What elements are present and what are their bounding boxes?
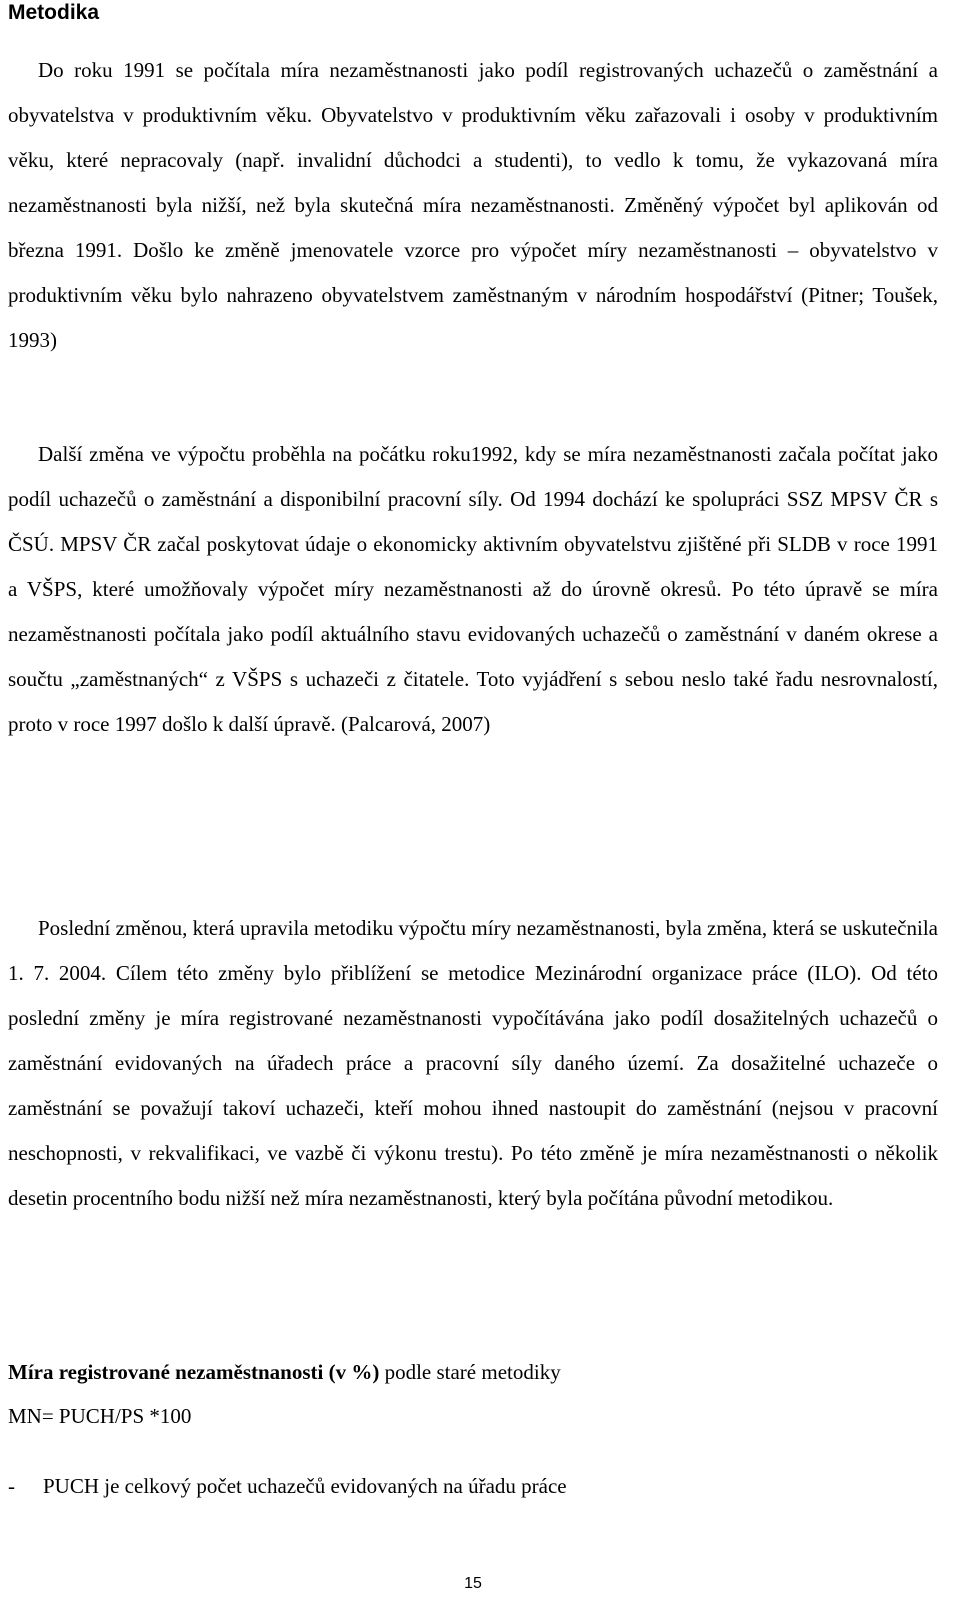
paragraph-2: Další změna ve výpočtu proběhla na počátku roku1992, kdy se míra nezaměstnanosti začala počítat jako podíl uchazečů o zaměstnání a disponibilní pracovní síly. Od 1994 dochází ke spolupráci SSZ MPSV ČR s ČSÚ. MPSV ČR začal poskytovat údaje o ekonomicky aktivním obyvatelstvu zjištěné při SLDB v roce 1991 a VŠPS, které umožňovaly výpočet míry nezaměstnanosti až do úrovně okresů. Po této úpravě se míra nezaměstnanosti počítala jako podíl aktuálního stavu evidovaných uchazečů o zaměstnání v daném okrese a součtu „zaměstnaných“ z VŠPS s uchazeči z čitatele. Toto vyjádření s sebou neslo také řadu nesrovnalostí, proto v roce 1997 došlo k další úpravě. (Palcarová, 2007) <box>8 442 938 736</box>
page-number: 15 <box>464 1575 482 1592</box>
list-dash: - <box>8 1474 15 1498</box>
formula-title-rest: podle staré metodiky <box>379 1360 561 1384</box>
paragraph-3: Poslední změnou, která upravila metodiku výpočtu míry nezaměstnanosti, byla změna, která se uskutečnila 1. 7. 2004. Cílem této změny bylo přiblížení se metodice Mezinárodní organizace práce (ILO). Od této poslední změny je míra registrované nezaměstnanosti vypočítávána jako podíl dosažitelných uchazečů o zaměstnání evidovaných na úřadech práce a pracovní síly daného území. Za dosažitelné uchazeče o zaměstnání se považují takoví uchazeči, kteří mohou ihned nastoupit do zaměstnání (nejsou v pracovní neschopnosti, v rekvalifikaci, ve vazbě či výkonu trestu). Po této změně je míra nezaměstnanosti o několik desetin procentního bodu nižší než míra nezaměstnanosti, který byla počítána původní metodikou. <box>8 916 938 1210</box>
definition-list-item <box>8 1472 567 1500</box>
formula: MN= PUCH/PS *100 <box>8 1404 192 1428</box>
list-item-text: PUCH je celkový počet uchazečů evidovaných na úřadu práce <box>43 1474 567 1498</box>
formula-title <box>8 1358 561 1386</box>
paragraph-1: Do roku 1991 se počítala míra nezaměstnanosti jako podíl registrovaných uchazečů o zaměstnání a obyvatelstva v produktivním věku. Obyvatelstvo v produktivním věku zařazovali i osoby v produktivním věku, které nepracovaly (např. invalidní důchodci a studenti), to vedlo k tomu, že vykazovaná míra nezaměstnanosti byla nižší, než byla skutečná míra nezaměstnanosti. Změněný výpočet byl aplikován od března 1991. Došlo ke změně jmenovatele vzorce pro výpočet míry nezaměstnanosti – obyvatelstvo v produktivním věku bylo nahrazeno obyvatelstvem zaměstnaným v národním hospodářství (Pitner; Toušek, 1993) <box>8 58 938 352</box>
formula-title-bold: Míra registrované nezaměstnanosti (v %) <box>8 1360 380 1384</box>
section-heading: Metodika <box>8 1 100 24</box>
